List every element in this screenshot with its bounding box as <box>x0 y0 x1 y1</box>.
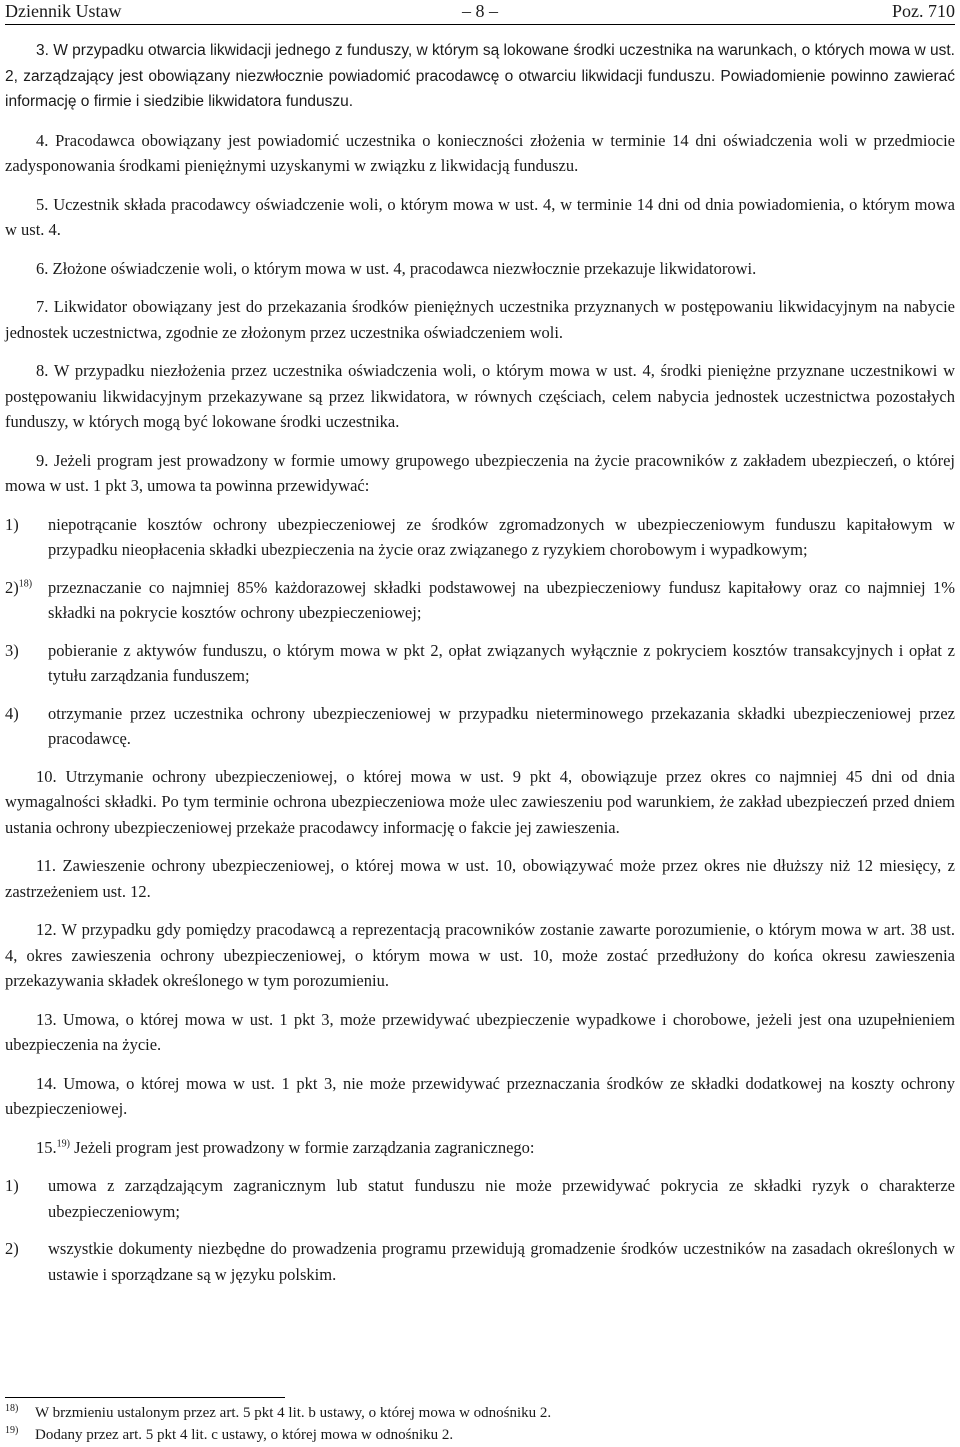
footnote-divider <box>5 1397 285 1398</box>
list-item-text: wszystkie dokumenty niezbędne do prowadzenia programu przewidują gromadzenie środków uczestników na zasadach określonych w ustawie i sporządzane są w języku polskim. <box>48 1239 955 1284</box>
paragraph-6: 6. Złożone oświadczenie woli, o którym mowa w ust. 4, pracodawca niezwłocznie przekazuje likwidatorowi. <box>36 258 757 278</box>
paragraph-9: 9. Jeżeli program jest prowadzony w formie umowy grupowego ubezpieczenia na życie pracowników z zakładem ubezpieczeń, o której mowa w ust. 1 pkt 3, umowa ta powinna przewidywać: <box>5 450 955 495</box>
paragraph-13: 13. Umowa, o której mowa w ust. 1 pkt 3, może przewidywać ubezpieczenie wypadkowe i chorobowe, jeżeli jest ona uzupełnieniem ubezpieczenia na życie. <box>5 1009 955 1054</box>
list-item-text: niepotrącanie kosztów ochrony ubezpieczeniowej ze środków zgromadzonych w ubezpieczeniowym funduszu kapitałowym w przypadku nieopłacenia składki ubezpieczenia na życie oraz związanego z ryzykiem chorobowym i wypadkowym; <box>48 514 955 559</box>
paragraph-5: 5. Uczestnik składa pracodawcy oświadczenie woli, o którym mowa w ust. 4, w terminie 14 dni od dnia powiadomienia, o którym mowa w ust. 4. <box>5 194 955 239</box>
list-item <box>5 575 955 626</box>
paragraph-10: 10. Utrzymanie ochrony ubezpieczeniowej, o której mowa w ust. 9 pkt 4, obowiązuje przez okres co najmniej 45 dni od dnia wymagalności składki. Po tym terminie ochrona ubezpieczeniowa może ulec zawieszeniu pod warunkiem, że zakład ubezpieczeń przed dniem ustania ochrony ubezpieczeniowej przekaże pracodawcy informację o fakcie jej zawieszenia. <box>5 766 955 837</box>
paragraph-15-list <box>5 1173 955 1287</box>
paragraph-15 <box>5 1135 955 1161</box>
list-item-text: pobieranie z aktywów funduszu, o którym mowa w pkt 2, opłat związanych wyłącznie z pokryciem kosztów transakcyjnych i opłat z tytułu zarządzania funduszem; <box>48 640 955 685</box>
paragraph-9-list <box>5 512 955 752</box>
footnote-number: 19) <box>5 1425 19 1436</box>
paragraph-15-number: 15. <box>36 1137 57 1157</box>
list-item-number: 1) <box>5 1176 19 1195</box>
footnote-text: W brzmieniu ustalonym przez art. 5 pkt 4 lit. b ustawy, o której mowa w odnośniku 2. <box>35 1405 552 1421</box>
list-item-number: 3) <box>5 640 19 660</box>
list-item <box>5 1173 955 1224</box>
list-item-text: umowa z zarządzającym zagranicznym lub statut funduszu nie może przewidywać pokrycia ze składki ryzyk o charakterze ubezpieczeniowym; <box>48 1176 955 1221</box>
footnotes <box>5 1402 955 1446</box>
list-item-text: przeznaczanie co najmniej 85% każdorazowej składki podstawowej na ubezpieczeniowy fundusz kapitałowy oraz co najmniej 1% składki na pokrycie kosztów ochrony ubezpieczeniowej; <box>48 577 955 622</box>
page-header <box>5 0 955 25</box>
list-item <box>5 701 955 752</box>
paragraph-4: 4. Pracodawca obowiązany jest powiadomić uczestnika o konieczności złożenia w terminie 14 dni oświadczenia woli w przedmiocie zadysponowania środkami pieniężnymi uzyskanymi w związku z likwidacją funduszu. <box>5 130 955 175</box>
footnote <box>5 1402 955 1424</box>
item-position: Poz. 710 <box>892 1 955 21</box>
list-item-number: 2) <box>5 1239 19 1258</box>
footnote-ref: 18) <box>18 578 33 589</box>
list-item-text: otrzymanie przez uczestnika ochrony ubezpieczeniowej w przypadku nieterminowego przekazania składki ubezpieczeniowej przez pracodawcę. <box>48 703 955 748</box>
list-item-number: 4) <box>5 703 19 723</box>
document-body <box>5 38 955 1299</box>
paragraph-8: 8. W przypadku niezłożenia przez uczestnika oświadczenia woli, o którym mowa w ust. 4, środki pieniężne przyznane uczestnikowi w postępowaniu likwidacyjnym przekazywane są przez likwidatora, w równych częściach, celem nabycia jednostek uczestnictwa pozostałych funduszy, w których mogą być lokowane środki uczestnika. <box>5 361 955 431</box>
paragraph-3: 3. W przypadku otwarcia likwidacji jednego z funduszy, w którym są lokowane środki uczestnika na warunkach, o których mowa w ust. 2, zarządzający jest obowiązany niezwłocznie powiadomić pracodawcę o otwarciu likwidacji funduszu. Powiadomienie powinno zawierać informację o firmie i siedzibie likwidatora funduszu. <box>5 42 955 110</box>
paragraph-7: 7. Likwidator obowiązany jest do przekazania środków pieniężnych uczestnika przyznanych w postępowaniu likwidacyjnym na nabycie jednostek uczestnictwa, zgodnie ze złożonym przez uczestnika oświadczeniem woli. <box>5 297 955 342</box>
list-item <box>5 512 955 563</box>
paragraph-15-text: Jeżeli program jest prowadzony w formie zarządzania zagranicznego: <box>69 1137 535 1157</box>
list-item <box>5 638 955 689</box>
paragraph-11: 11. Zawieszenie ochrony ubezpieczeniowej, o której mowa w ust. 10, obowiązywać może przez okres nie dłuższy niż 12 miesięcy, z zastrzeżeniem ust. 12. <box>5 856 955 901</box>
footnote <box>5 1424 955 1446</box>
list-item-number: 1) <box>5 514 19 534</box>
footnote-number: 18) <box>5 1403 19 1414</box>
footnote-text: Dodany przez art. 5 pkt 4 lit. c ustawy, o której mowa w odnośniku 2. <box>35 1427 454 1443</box>
journal-title: Dziennik Ustaw <box>5 1 122 21</box>
footnote-ref: 19) <box>56 1138 70 1149</box>
list-item <box>5 1236 955 1287</box>
page-number: – 8 – <box>462 1 498 21</box>
paragraph-14: 14. Umowa, o której mowa w ust. 1 pkt 3, nie może przewidywać przeznaczania środków ze składki dodatkowej na koszty ochrony ubezpieczeniowej. <box>5 1073 955 1118</box>
list-item-number: 2)$^{18)}$ <box>5 577 33 597</box>
paragraph-12: 12. W przypadku gdy pomiędzy pracodawcą a reprezentacją pracowników zostanie zawarte porozumienie, o którym mowa w art. 38 ust. 4, okres zawieszenia ochrony ubezpieczeniowej, o którym mowa w ust. 10, może zostać przedłużony do końca okresu zawieszenia przekazywania składek określonego w tym porozumieniu. <box>5 920 955 990</box>
